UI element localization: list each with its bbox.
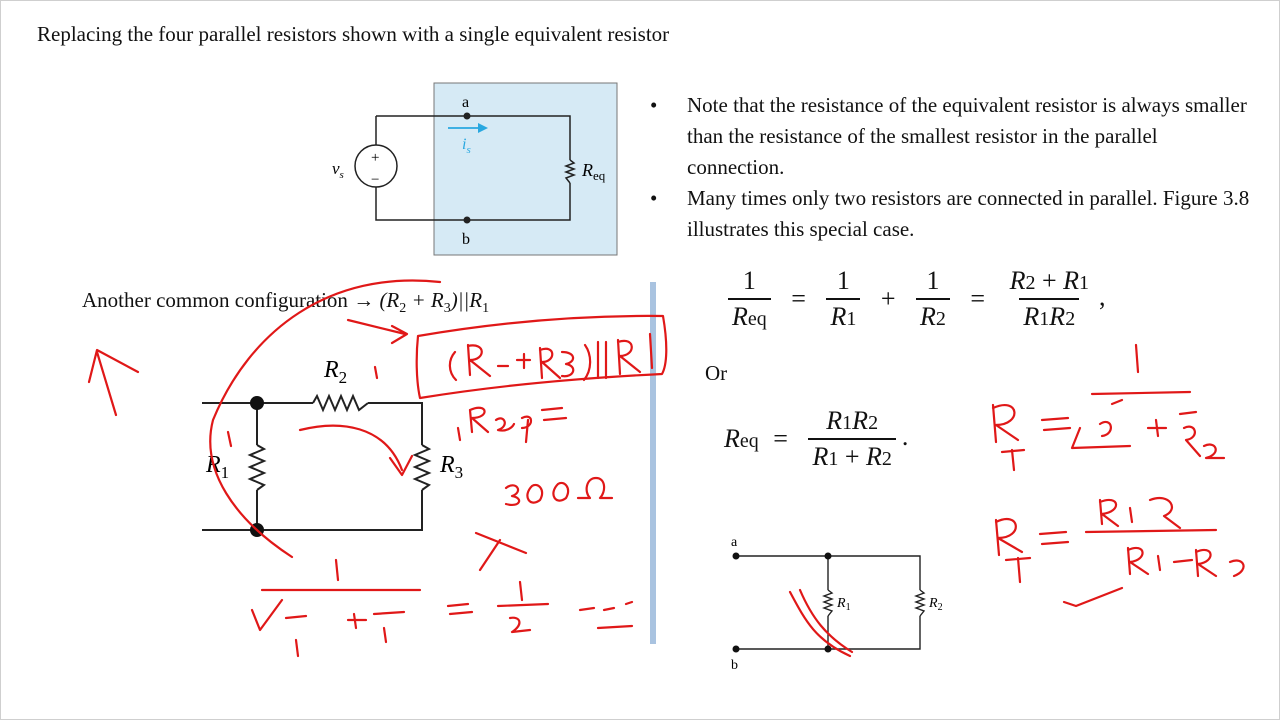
source-minus: −: [371, 172, 380, 188]
fraction: $\frac{R1R2}{R1 + R2}$: [808, 406, 895, 472]
small-r1-label: $R_1$: [837, 596, 851, 613]
or-label: Or: [705, 361, 728, 385]
handwritten-rt-parallel: [993, 345, 1224, 470]
handwritten-req: [470, 408, 566, 442]
small-node-a-label: a: [731, 535, 738, 550]
slide-title: Replacing the four parallel resistors shown with a single equivalent resistor: [37, 22, 670, 46]
source-label: $v_s$: [332, 159, 344, 181]
handwritten-300-ohm: [506, 478, 612, 505]
node-b-label: b: [462, 231, 470, 248]
handwritten-bottom-fraction: [252, 560, 632, 656]
fraction: $\frac{1}{R2}$: [916, 266, 950, 332]
r2-label: $R_2$: [324, 357, 348, 387]
source-plus: +: [371, 150, 380, 166]
handwritten-curve: [210, 280, 440, 557]
handwritten-pointer-arrow: [348, 320, 407, 343]
current-label: $i_s$: [462, 136, 471, 156]
configuration-expression: $(R_2 + R_3)||R_1$: [379, 288, 490, 317]
fraction: $\frac{1}{\text{Req}}$: [728, 266, 771, 332]
small-r2-label: $R_2$: [929, 596, 943, 613]
handwritten-inner-arrow: [300, 426, 412, 475]
handwritten-box-note: [450, 334, 652, 380]
r3-label: $R_3$: [440, 452, 464, 482]
handwritten-t-mark: [476, 533, 526, 570]
handwritten-small-circuit-marks: [790, 590, 852, 656]
req-label: $R_{eq}$: [582, 160, 606, 183]
r1-label: $R_1$: [206, 452, 230, 482]
fraction: $\frac{1}{R1}$: [826, 266, 860, 332]
handwritten-up-arrow: [89, 350, 138, 415]
configuration-arrow: →: [353, 288, 375, 312]
bullet-item: • Note that the resistance of the equivalent resistor is always smaller than the resistance of the smallest resistor in the parallel connection.: [650, 90, 1260, 183]
handwritten-ticks: [228, 367, 460, 446]
node-a-label: a: [462, 94, 470, 111]
product-over-sum-equation: Req = $\frac{R1R2}{R1 + R2}$ .: [724, 406, 909, 471]
configuration-text: Another common configuration: [82, 288, 348, 312]
fraction: $\frac{R2 + R1}{R1R2}$: [1009, 266, 1090, 331]
parallel-equation: $\frac{1}{\text{Req}}$ = $\frac{1}{R1}$ + $\frac{1}{R2}$ = $\frac{R2 + R1}{R1R2}$ ,: [722, 266, 1106, 332]
small-node-b-label: b: [731, 658, 738, 673]
bullet-item: • Many times only two resistors are connected in parallel. Figure 3.8 illustrates this special case.: [650, 183, 1260, 245]
handwritten-rt-product: [996, 498, 1244, 606]
